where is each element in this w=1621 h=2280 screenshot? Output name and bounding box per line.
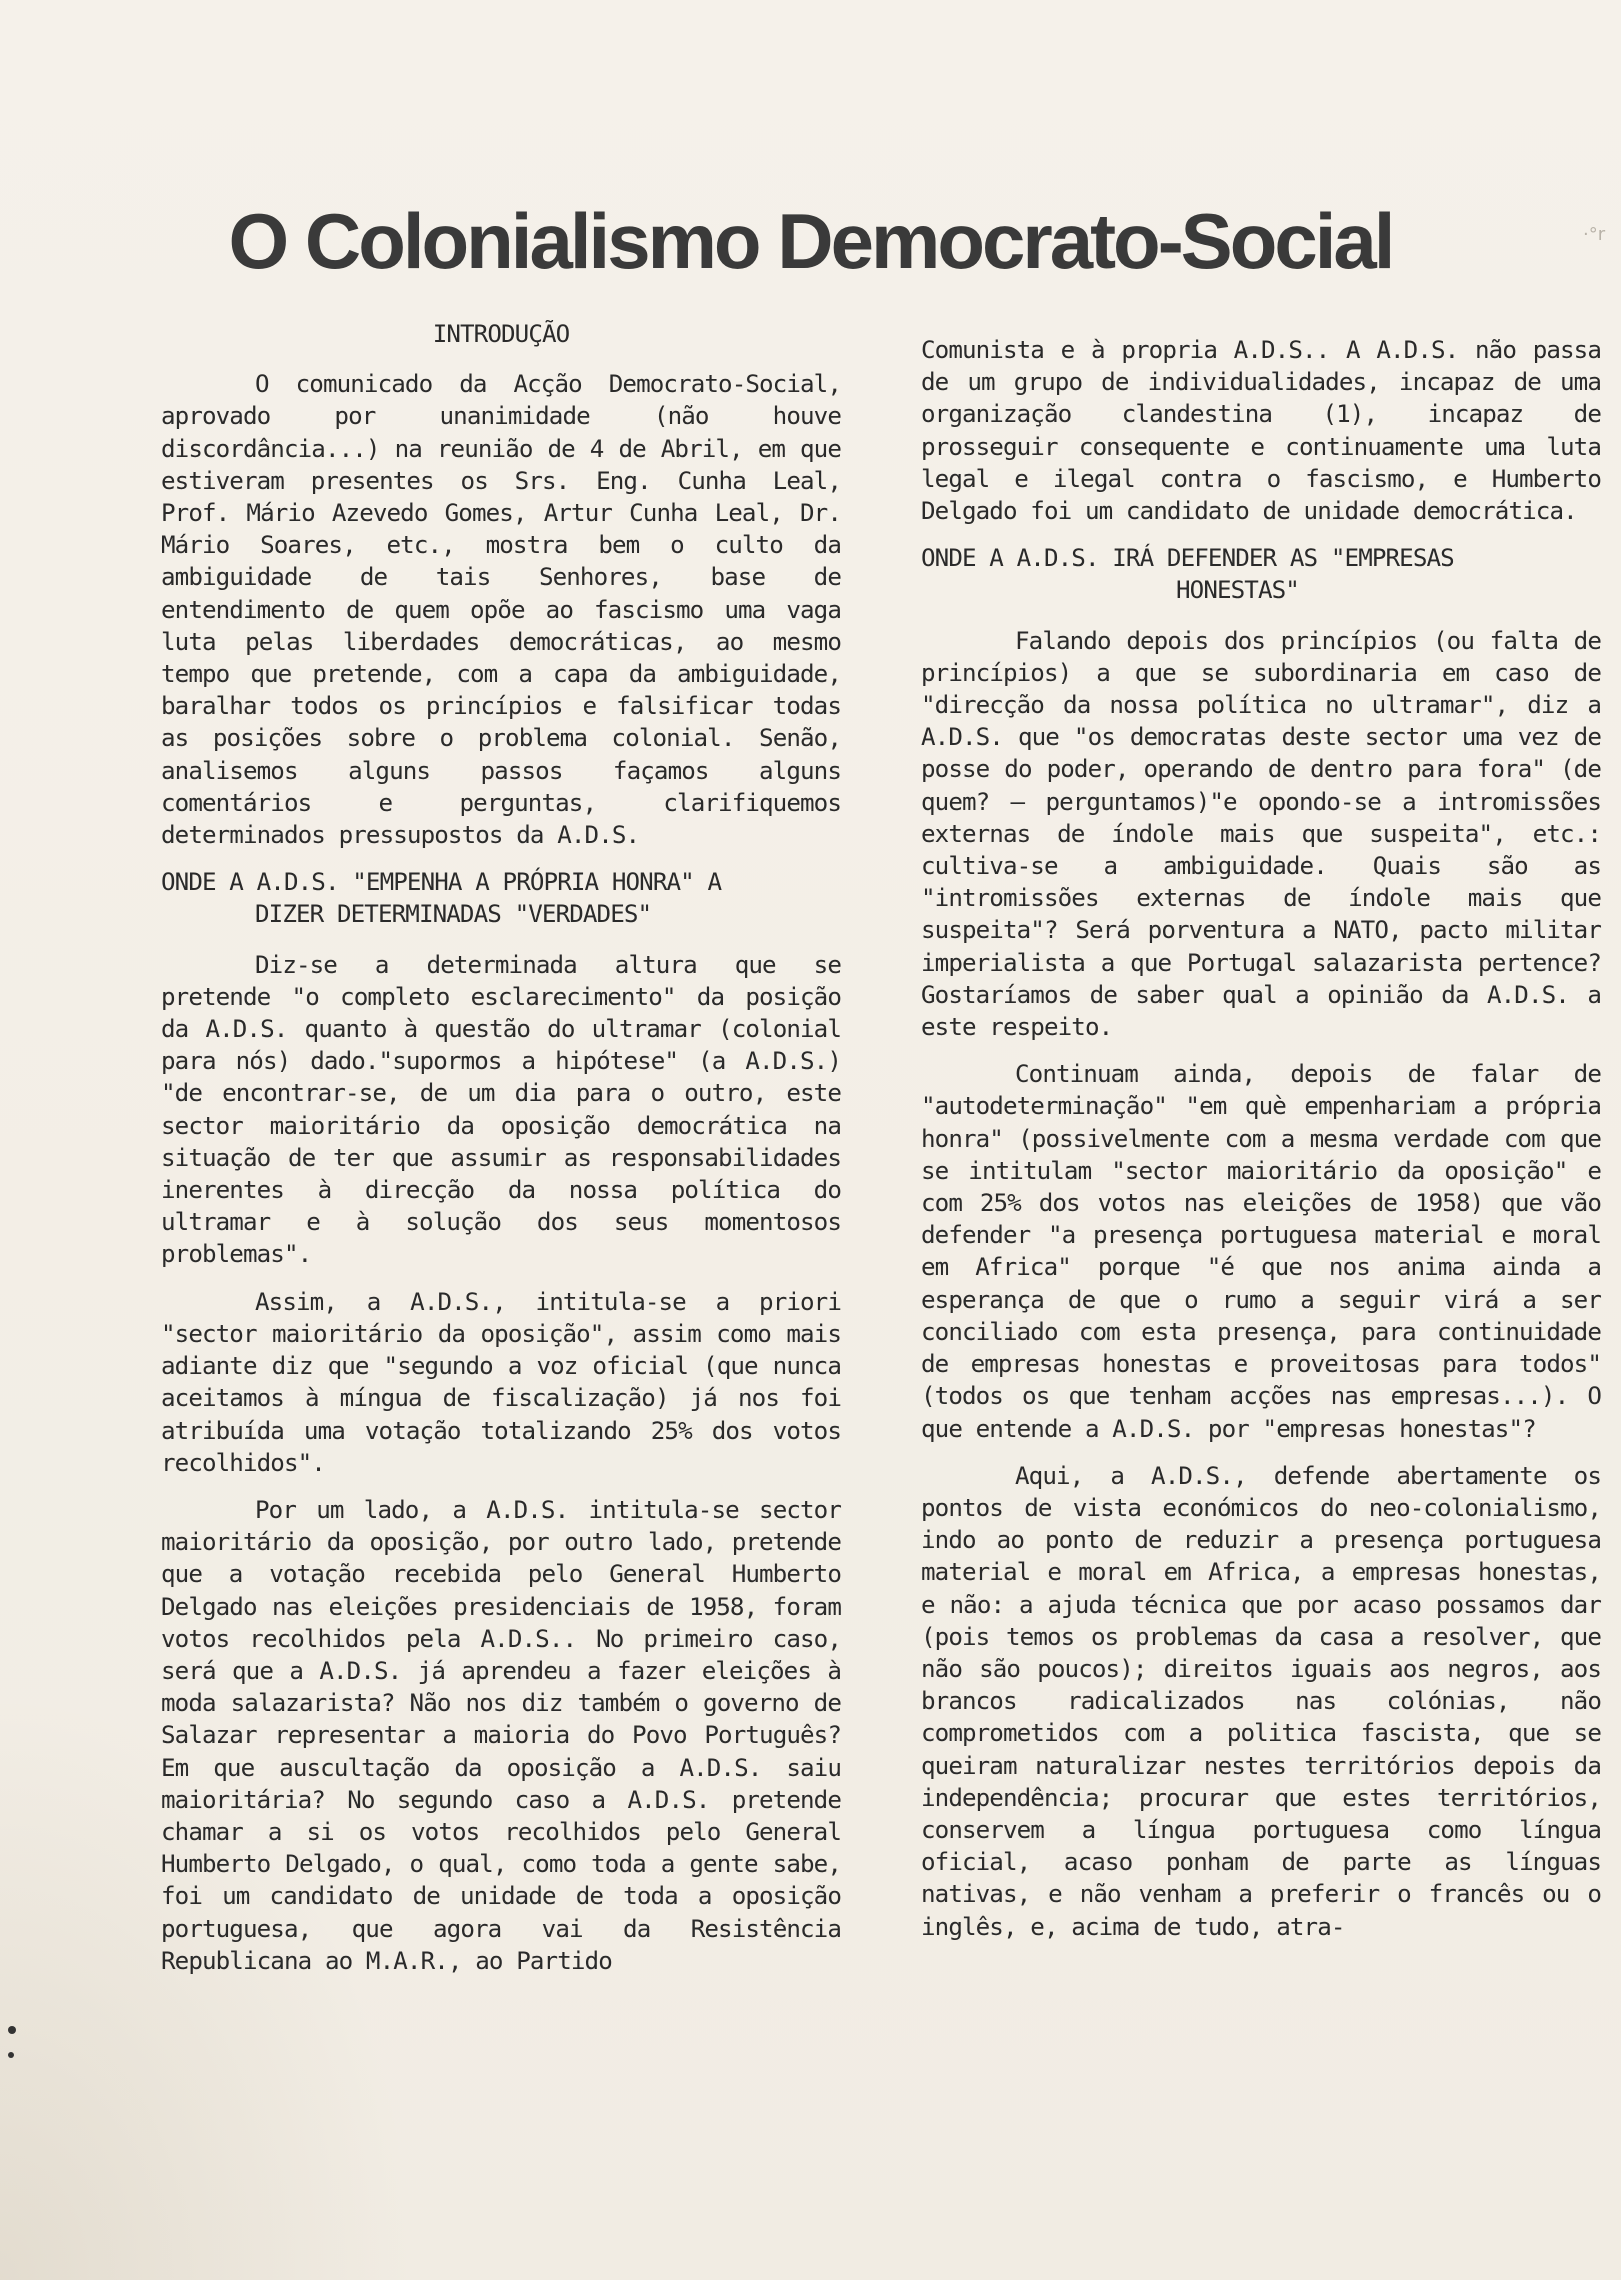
- heading-line: HONESTAS": [1176, 576, 1299, 605]
- paper-spot: [8, 2052, 14, 2058]
- paper-spot: [8, 2026, 16, 2034]
- article-title: O Colonialismo Democrato-Social: [228, 197, 1393, 285]
- paragraph: Assim, a A.D.S., intitula-se a priori "sector maioritário da oposição", assim como mais adiante diz que "segundo a voz oficial (que nunca aceitamos à míngua de fiscalização) já nos foi atribuída uma votação totalizando 25% dos votos recolhidos".: [161, 1287, 841, 1477]
- paragraph: Por um lado, a A.D.S. intitula-se sector maioritário da oposição, por outro lado, pretende que a votação recebida pelo General Humberto Delgado nas eleições presidenciais de 1958, foram votos recolhidos pela A.D.S.. No primeiro caso, será que a A.D.S. já aprendeu a fazer eleições à moda salazarista? Não nos diz também o governo de Salazar representar a maioria do Povo Português? Em que auscultação da oposição a A.D.S. saiu maioritária? No segundo caso a A.D.S. pretende chamar a si os votos recolhidos pelo General Humberto Delgado, o qual, como toda a gente sabe, foi um candidato de unidade de toda a oposição portuguesa, que agora vai da Resistência Republicana ao M.A.R., ao Partido: [161, 1495, 841, 1975]
- right-column: [921, 334, 1601, 1958]
- paragraph: Comunista e à propria A.D.S.. A A.D.S. não passa de um grupo de individualidades, incapaz de uma organização clandestina (1), incapaz de prosseguir consequente e continuamente uma luta legal e ilegal contra o fascismo, e Humberto Delgado foi um candidato de unidade democrática.: [921, 336, 1601, 526]
- heading-line: ONDE A A.D.S. IRÁ DEFENDER AS "EMPRESAS: [921, 544, 1454, 573]
- paragraph: Continuam ainda, depois de falar de "autodeterminação" "em què empenhariam a própria honra" (possivelmente com a mesma verdade com que se intitulam "sector maioritário da oposição" e com 25% dos votos nas eleições de 1958) que vão defender "a presença portuguesa material e moral em Africa" porque "é que nos anima ainda a esperança de que o rumo a seguir virá a ser conciliado com esta presença, para continuidade de empresas honestas e proveitosas para todos" (todos os que tenham acções nas empresas...). O que entende a A.D.S. por "empresas honestas"?: [921, 1060, 1601, 1443]
- heading-line: DIZER DETERMINADAS "VERDADES": [255, 900, 652, 929]
- paragraph: Falando depois dos princípios (ou falta de princípios) a que se subordinaria em caso de "direcção da nossa política no ultramar", diz a A.D.S. que "os democratas deste sector uma vez de posse do poder, operando de dentro para fora" (de quem? — perguntamos)"e opondo-se a intromissões externas de índole mais que suspeita", etc.: cultiva-se a ambiguidade. Quais são as "intromissões externas de índole mais que suspeita"? Será porventura a NATO, pacto militar imperialista a que Portugal salazarista pertence? Gostaríamos de saber qual a opinião da A.D.S. a este respeito.: [921, 626, 1601, 1042]
- paragraph: O comunicado da Acção Democrato-Social, aprovado por unanimidade (não houve discordância...) na reunião de 4 de Abril, em que estiveram presentes os Srs. Eng. Cunha Leal, Prof. Mário Azevedo Gomes, Artur Cunha Leal, Dr. Mário Soares, etc., mostra bem o culto da ambiguidade de tais Senhores, base de entendimento de quem opõe ao fascismo uma vaga luta pelas liberdades democráticas, ao mesmo tempo que pretende, com a capa da ambiguidade, baralhar todos os princípios e falsificar todas as posições sobre o problema colonial. Senão, analisemos alguns passos façamos alguns comentários e perguntas, clarifiquemos determinados pressupostos da A.D.S.: [161, 370, 841, 850]
- left-column: [161, 318, 841, 1992]
- corner-mark: ·°r: [1583, 224, 1606, 245]
- paragraph: Diz-se a determinada altura que se pretende "o completo esclarecimento" da posição da A.D.S. quanto à questão do ultramar (colonial para nós) dado."supormos a hipótese" (a A.D.S.) "de encontrar-se, de um dia para o outro, este sector maioritário da oposição democrática na situação de ter que assumir as responsabilidades inerentes à direcção da nossa política do ultramar e à solução dos seus momentosos problemas".: [161, 950, 841, 1269]
- section-heading-empenha-honra: [161, 866, 841, 930]
- heading-line: ONDE A A.D.S. "EMPENHA A PRÓPRIA HONRA" A: [161, 868, 722, 897]
- paragraph: Aqui, a A.D.S., defende abertamente os pontos de vista económicos do neo-colonialismo, indo ao ponto de reduzir a presença portuguesa material e moral em Africa, a empresas honestas, e não: a ajuda técnica que por acaso possamos dar (pois temos os problemas da casa a resolver, que não são poucos); direitos iguais aos negros, aos brancos radicalizados nas colónias, não comprometidos com a politica fascista, que se queiram naturalizar nestes territórios depois da independência; procurar que estes territórios, conservem a língua portuguesa como língua oficial, acaso ponham de parte as línguas nativas, e não venham a preferir o francês ou o inglês, e, acima de tudo, atra-: [921, 1461, 1601, 1941]
- section-heading-empresas-honestas: [921, 542, 1601, 606]
- section-heading-introducao: INTRODUÇÃO: [432, 320, 570, 348]
